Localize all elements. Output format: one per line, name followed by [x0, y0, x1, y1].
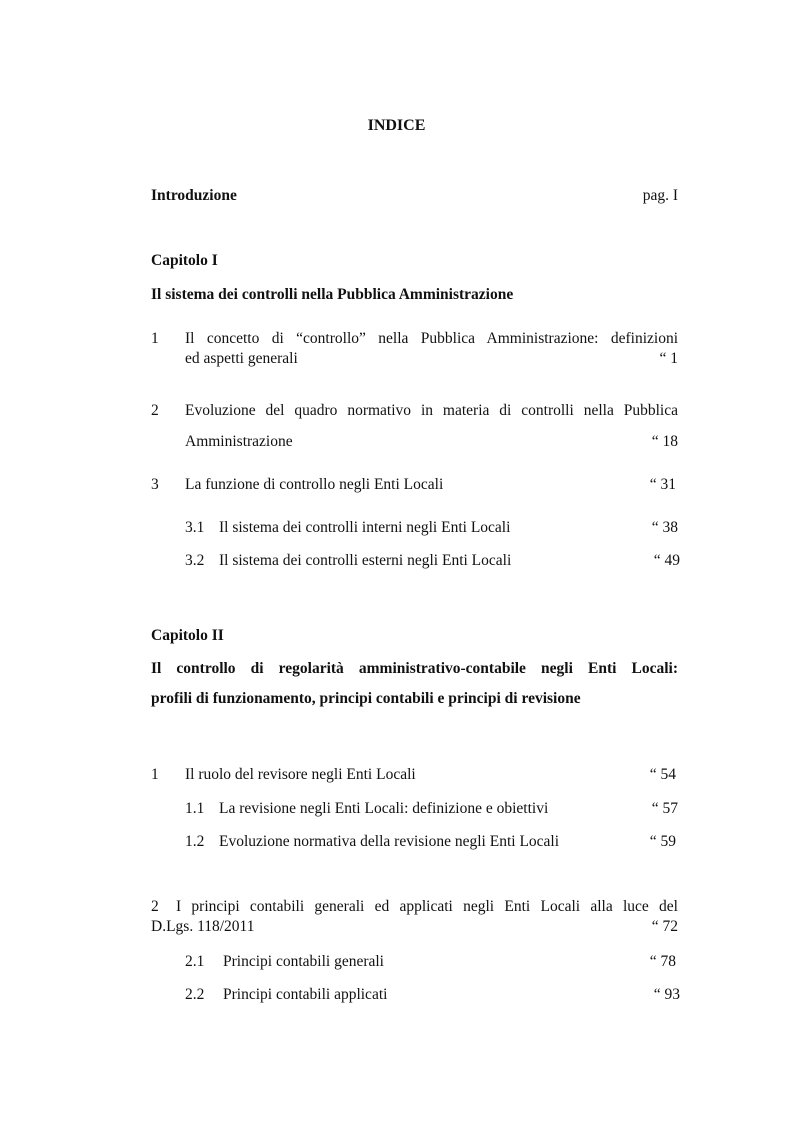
- toc-2-2-1-label: Principi contabili generali: [223, 953, 384, 970]
- toc-1-3-1-label: Il sistema dei controlli interni negli Enti Locali: [219, 519, 511, 536]
- toc-2-2-line1: I principi contabili generali ed applicati negli Enti Locali alla luce del: [176, 898, 678, 915]
- toc-intro-page: pag. I: [642, 187, 678, 204]
- chapter-2-title-line2: profili di funzionamento, principi contabili e principi di revisione: [151, 690, 581, 707]
- toc-1-3-2-number: 3.2: [185, 552, 205, 569]
- toc-2-1-label: Il ruolo del revisore negli Enti Locali: [185, 766, 416, 783]
- toc-1-2-line2: Amministrazione: [185, 433, 293, 450]
- toc-1-1-line1: Il concetto di “controllo” nella Pubblica Amministrazione: definizioni: [185, 330, 678, 347]
- toc-2-1-number: 1: [151, 766, 159, 783]
- toc-2-1-1-page: “ 57: [651, 800, 678, 817]
- toc-1-3-page: “ 31: [649, 476, 676, 493]
- toc-2-2-2-page: “ 93: [653, 986, 680, 1003]
- toc-1-3-2-page: “ 49: [653, 552, 680, 569]
- toc-2-1-2-page: “ 59: [649, 833, 676, 850]
- toc-1-3-number: 3: [151, 476, 159, 493]
- toc-2-2-2-label: Principi contabili applicati: [223, 986, 388, 1003]
- toc-2-2-line2: D.Lgs. 118/2011: [151, 918, 255, 935]
- toc-2-2-1-page: “ 78: [649, 953, 676, 970]
- toc-1-3-2-label: Il sistema dei controlli esterni negli Enti Locali: [219, 552, 512, 569]
- toc-1-1-page: “ 1: [659, 350, 678, 367]
- toc-2-1-page: “ 54: [649, 766, 676, 783]
- toc-2-1-2-label: Evoluzione normativa della revisione negli Enti Locali: [219, 833, 560, 850]
- toc-2-1-1-label: La revisione negli Enti Locali: definizione e obiettivi: [219, 800, 549, 817]
- toc-1-1-number: 1: [151, 330, 159, 347]
- toc-1-1-line2: ed aspetti generali: [185, 350, 298, 367]
- toc-2-1-1-number: 1.1: [185, 800, 205, 817]
- toc-1-2-page: “ 18: [651, 433, 678, 450]
- toc-1-2-number: 2: [151, 402, 159, 419]
- chapter-1-title: Il sistema dei controlli nella Pubblica Amministrazione: [151, 286, 514, 303]
- chapter-1-heading: Capitolo I: [151, 252, 218, 269]
- toc-1-3-1-page: “ 38: [651, 519, 678, 536]
- chapter-2-title-line1: Il controllo di regolarità amministrativo-contabile negli Enti Locali:: [151, 660, 678, 677]
- toc-intro-label: Introduzione: [151, 187, 237, 204]
- toc-2-2-1-number: 2.1: [185, 953, 205, 970]
- toc-1-2-line1: Evoluzione del quadro normativo in materia di controlli nella Pubblica: [185, 402, 678, 419]
- toc-1-3-1-number: 3.1: [185, 519, 205, 536]
- toc-1-3-label: La funzione di controllo negli Enti Locali: [185, 476, 444, 493]
- toc-2-1-2-number: 1.2: [185, 833, 205, 850]
- toc-2-2-2-number: 2.2: [185, 986, 205, 1003]
- chapter-2-heading: Capitolo II: [151, 627, 224, 644]
- toc-2-2-number: 2: [151, 898, 159, 915]
- toc-2-2-page: “ 72: [651, 918, 678, 935]
- page-title: INDICE: [367, 117, 426, 134]
